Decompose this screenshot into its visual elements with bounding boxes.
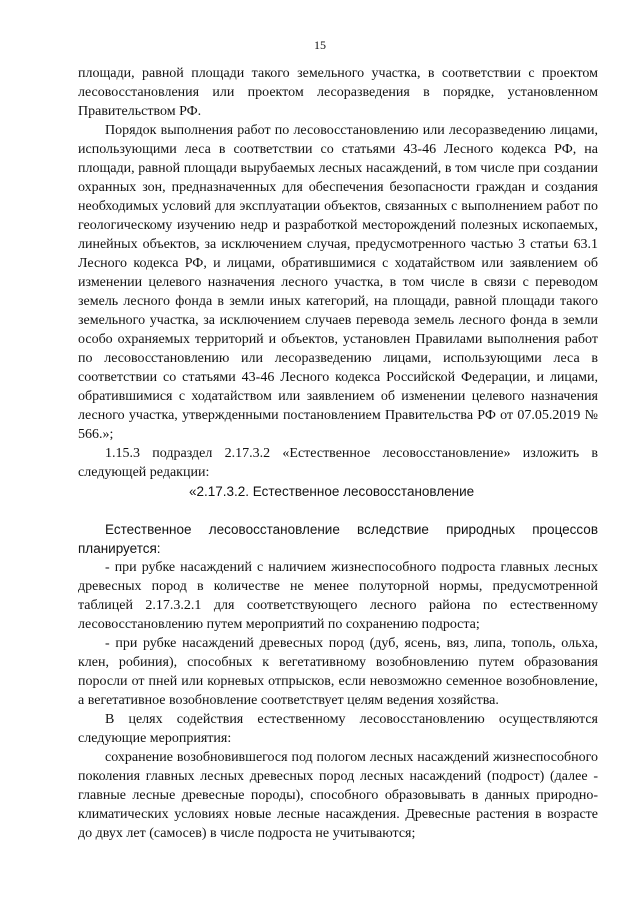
- paragraph: В целях содействия естественному лесовосстановлению осуществляются следующие мероприятия:: [78, 712, 598, 746]
- page-number: 15: [314, 38, 326, 52]
- list-item: - при рубке насаждений древесных пород (дуб, ясень, вяз, липа, тополь, ольха, клен, робиния), способных к вегетативному возобновлению путем образования поросли от пней или корневых отпрысков, если невозможно семенное возобновление, а вегетативное возобновление соответствует целям ведения хозяйства.: [78, 636, 598, 708]
- section-heading: «2.17.3.2. Естественное лесовосстановление: [189, 484, 475, 499]
- paragraph: сохранение возобновившегося под пологом лесных насаждений жизнеспособного поколения главных лесных древесных пород лесных насаждений (подрост) (далее - главные лесные древесные породы), способного образовывать в данных природно-климатических условиях новые лесные насаждения. Древесные растения в возрасте до двух лет (самосев) в числе подроста не учитываются;: [78, 750, 598, 841]
- paragraph: Порядок выполнения работ по лесовосстановлению или лесоразведению лицами, использующими леса в соответствии со статьями 43-46 Лесного кодекса РФ, на площади, равной площади вырубаемых лесных насаждений, в том числе при создании охранных зон, предназначенных для обеспечения безопасности граждан и создания необходимых условий для эксплуатации объектов, связанных с выполнением работ по геологическому изучению недр и разработкой месторождений полезных ископаемых, линейных объектов, за исключением случая, предусмотренного частью 3 статьи 63.1 Лесного кодекса РФ, и лицами, обратившимися с ходатайством или заявлением об изменении целевого назначения лесного участка, в том числе в связи с переводом земель лесного фонда в земли иных категорий, на площади, равной площади такого земельного участка, за исключением случаев перевода земель лесного фонда в земли особо охраняемых территорий и объектов, установлен Правилами выполнения работ по лесовосстановлению или лесоразведению лицами, использующими леса в соответствии со статьями 43-46 Лесного кодекса Российской Федерации, и лицами, обратившимися с ходатайством или заявлением об изменении целевого назначения лесного участка, утвержденными постановлением Правительства РФ от 07.05.2019 № 566.»;: [78, 123, 598, 442]
- paragraph: Естественное лесовосстановление вследствие природных процессов планируется:: [78, 522, 598, 556]
- paragraph: 1.15.3 подраздел 2.17.3.2 «Естественное лесовосстановление» изложить в следующей редакции:: [78, 446, 598, 480]
- blank-line: [78, 501, 598, 520]
- paragraph: площади, равной площади такого земельного участка, в соответствии с проектом лесовосстановления или проектом лесоразведения в порядке, установленном Правительством РФ.: [78, 66, 598, 119]
- list-item: - при рубке насаждений с наличием жизнеспособного подроста главных лесных древесных пород в количестве не менее полуторной нормы, предусмотренной таблицей 2.17.3.2.1 для соответствующего лесного района по естественному лесовосстановлению путем мероприятий по сохранению подроста;: [78, 560, 598, 632]
- document-body: [78, 64, 598, 843]
